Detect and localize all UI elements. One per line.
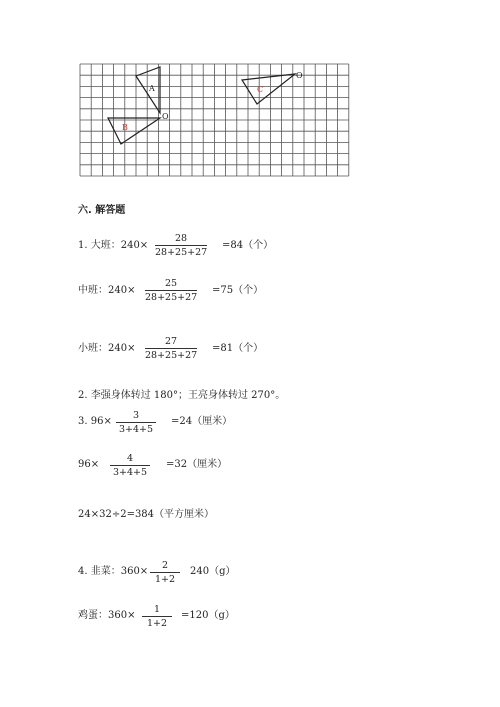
q1-line2-prefix: 中班：240× [78, 285, 136, 296]
q1-line3-prefix: 小班：240× [78, 343, 136, 354]
q1-line2-denominator: 28+25+27 [145, 292, 198, 303]
q3-line1-denominator: 3+4+5 [118, 424, 154, 435]
triangle-c [242, 74, 295, 104]
fraction-bar [110, 465, 150, 466]
q4-line1-fraction [150, 560, 180, 585]
q3-line2-prefix: 96× [78, 459, 100, 470]
q4-line2-numerator: 1 [153, 604, 161, 615]
q3-line2-numerator: 4 [126, 453, 134, 464]
q1-line2-result: =75（个） [212, 285, 264, 296]
grid-figure [0, 0, 500, 180]
triangle-a [136, 67, 160, 113]
q3-line1-fraction [116, 410, 156, 435]
point-o-right: O [296, 71, 303, 80]
q4-line1-result: 240（g） [190, 566, 236, 577]
fraction-bar [116, 422, 156, 423]
q3-line1-result: =24（厘米） [171, 416, 233, 427]
q2-text: 2. 李强身体转过 180°；王亮身体转过 270°。 [78, 390, 286, 401]
q4-line2-fraction [142, 604, 172, 629]
q1-line3-result: =81（个） [212, 343, 264, 354]
q1-line3-fraction [145, 336, 197, 361]
q4-line2-denominator: 1+2 [146, 618, 168, 629]
q4-line2-prefix: 鸡蛋：360× [78, 610, 136, 621]
fraction-bar [142, 616, 172, 617]
label-c: C [257, 85, 264, 94]
q3-line2-denominator: 3+4+5 [112, 467, 148, 478]
q1-line2-numerator: 25 [164, 278, 178, 289]
q1-line2-fraction [145, 278, 197, 303]
q1-line1-numerator: 28 [174, 233, 188, 244]
fraction-bar [145, 348, 197, 349]
point-o-left: O [162, 112, 169, 121]
q3-line2-result: =32（厘米） [166, 459, 228, 470]
q1-line1-prefix: 1. 大班：240× [78, 240, 149, 251]
fraction-bar [150, 572, 180, 573]
q4-line1-numerator: 2 [161, 560, 169, 571]
fraction-bar [145, 290, 197, 291]
q1-line3-numerator: 27 [164, 336, 178, 347]
q1-line1-denominator: 28+25+27 [155, 247, 208, 258]
q4-line1-prefix: 4. 韭菜：360× [78, 566, 149, 577]
q1-line1-fraction [155, 233, 207, 258]
q4-line1-denominator: 1+2 [154, 574, 176, 585]
q4-line2-result: =120（g） [181, 610, 235, 621]
label-b: B [122, 123, 128, 132]
q1-line3-denominator: 28+25+27 [145, 350, 198, 361]
q3-line2-fraction [110, 453, 150, 478]
q1-line1-result: =84（个） [222, 240, 274, 251]
q3-line1-prefix: 3. 96× [78, 416, 112, 427]
q3-line3-text: 24×32÷2=384（平方厘米） [78, 509, 215, 520]
section-title: 六. 解答题 [78, 205, 126, 216]
q3-line1-numerator: 3 [132, 410, 140, 421]
label-a: A [149, 84, 155, 93]
fraction-bar [155, 245, 207, 246]
